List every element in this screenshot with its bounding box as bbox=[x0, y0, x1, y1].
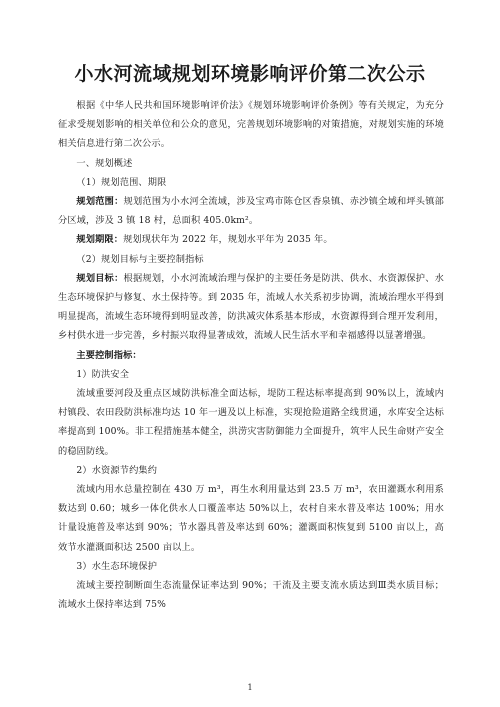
goal-text: 根据规划，小水河流域治理与保护的主要任务是防洪、供水、水资源保护、水生态环境保护与修复、水土保持等。到 2035 年，流域人水关系初步协调，流域治理水平得到明显提高，流域生态环境得到明显改善，防洪减灾体系基本形成，水资源得到合理开发利用，乡村供水进一步完善，乡村振兴取得显著成效，流域人民生活水平和幸福感得以显著增强。 bbox=[58, 272, 444, 342]
water-resources-heading: 2）水资源节约集约 bbox=[76, 464, 158, 476]
document-title: 小水河流域规划环境影响评价第二次公示 bbox=[74, 63, 426, 85]
period-paragraph bbox=[58, 230, 444, 249]
flood-safety-paragraph: 流域重要河段及重点区域防洪标准全面达标，堤防工程达标率提高到 90%以上，流域内村镇段、农田段防洪标准均达 10 年一遇及以上标准，实现抢险道路全线贯通，水库安全达标率提高到 100%。非工程措施基本健全，洪涝灾害防御能力全面提升，筑牢人民生命财产安全的稳固防线。 bbox=[58, 388, 444, 457]
goal-label: 规划目标： bbox=[76, 272, 124, 284]
section-heading-overview: 一、规划概述 bbox=[76, 157, 133, 169]
ecology-paragraph: 流域主要控制断面生态流量保证率达到 90%；干流及主要支流水质达到Ⅲ类水质目标；流域水土保持率达到 75% bbox=[58, 580, 444, 611]
subsection-heading-scope-period: （1）规划范围、期限 bbox=[76, 176, 167, 188]
goal-paragraph bbox=[58, 269, 444, 346]
document-body bbox=[58, 96, 444, 614]
subsection-heading-goals: （2）规划目标与主要控制指标 bbox=[76, 253, 204, 265]
scope-paragraph bbox=[58, 192, 444, 230]
scope-label: 规划范围： bbox=[76, 196, 124, 208]
water-resources-paragraph: 流域内用水总量控制在 430 万 m³，再生水利用量达到 23.5 万 m³，农田灌溉水利用系数达到 0.60；城乡一体化供水人口覆盖率达 50%以上，农村自来水普及率达 100%；用水计量设施普及率达到 90%；节水器具普及率达到 60%；灌溉面积恢复到 5100 亩以上，高效节水灌溉面积达 2500 亩以上。 bbox=[58, 484, 444, 553]
intro-paragraph: 根据《中华人民共和国环境影响评价法》《规划环境影响评价条例》等有关规定，为充分征求受规划影响的相关单位和公众的意见，完善规划环境影响的对策措施，对规划实施的环境相关信息进行第二次公示。 bbox=[58, 100, 444, 150]
ecology-heading: 3）水生态环境保护 bbox=[76, 560, 158, 572]
page-number: 1 bbox=[247, 683, 253, 692]
period-label: 规划期限： bbox=[76, 234, 124, 246]
scope-text: 规划范围为小水河全流域，涉及宝鸡市陈仓区香泉镇、赤沙镇全域和坪头镇部分区域，涉及 3 镇 18 村，总面积 405.0km²。 bbox=[58, 196, 444, 227]
period-text: 规划现状年为 2022 年，规划水平年为 2035 年。 bbox=[123, 234, 333, 246]
flood-safety-heading: 1）防洪安全 bbox=[76, 368, 130, 380]
indicators-heading: 主要控制指标： bbox=[76, 349, 142, 361]
